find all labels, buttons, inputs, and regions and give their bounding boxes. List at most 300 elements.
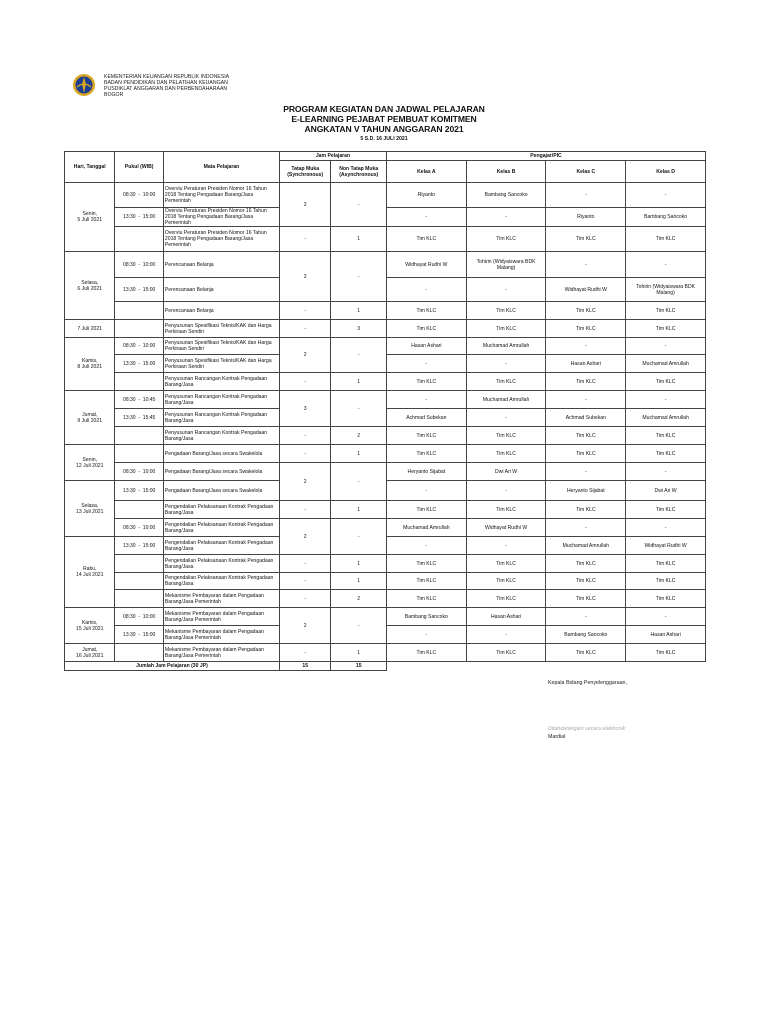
instructor-class-b: Bambang Sancoko: [466, 183, 546, 208]
time-separator: -: [135, 261, 143, 268]
instructor-class-a: -: [386, 481, 466, 501]
synchronous-hours: 3: [279, 391, 330, 427]
header-class-b: Kelas B: [466, 161, 546, 183]
instructor-class-c: -: [546, 519, 626, 537]
instructor-class-c: Bambang Sancoko: [546, 626, 626, 644]
time-start: 08:30: [123, 192, 136, 198]
time-separator: -: [135, 613, 143, 620]
time-separator: -: [135, 286, 143, 293]
asynchronous-hours: -: [331, 183, 387, 227]
time-cell: [115, 427, 163, 445]
time-start: 08:30: [123, 468, 136, 475]
total-asynchronous: 15: [331, 662, 387, 671]
instructor-class-c: Tim KLC: [546, 573, 626, 590]
synchronous-hours: 2: [279, 338, 330, 373]
instructor-class-d: Tim KLC: [626, 320, 706, 338]
instructor-class-b: Hasan Ashari: [466, 608, 546, 626]
signatory-name: Mardial: [548, 734, 566, 740]
instructor-class-b: Tim KLC: [466, 445, 546, 463]
asynchronous-hours: -: [331, 519, 387, 555]
subject-cell: Penyusunan Rancangan Kontrak Pengadaan Barang/Jasa: [163, 409, 279, 427]
day-date-cell: [65, 644, 115, 662]
table-row: [65, 338, 706, 355]
day-date: 15 Juli 2021: [75, 625, 104, 632]
total-label: Jumlah Jam Pelajaran (30 JP): [65, 662, 280, 671]
instructor-class-a: -: [386, 391, 466, 409]
day-date: 8 Juli 2021: [77, 364, 103, 370]
instructor-class-c: Achmad Subekan: [546, 409, 626, 427]
instructor-class-b: Tim KLC: [466, 373, 546, 391]
day-name: Jumat,: [82, 646, 98, 653]
time-cell: [115, 445, 163, 463]
subject-cell: Penyusunan Rancangan Kontrak Pengadaan Barang/Jasa: [163, 427, 279, 445]
time-separator: -: [135, 631, 143, 638]
instructor-class-a: -: [386, 278, 466, 302]
subject-cell: Perencanaan Belanja: [163, 278, 279, 302]
day-name: Jumat,: [82, 411, 98, 418]
asynchronous-hours: 2: [331, 427, 387, 445]
day-name: Senin,: [82, 456, 97, 463]
schedule-table: [64, 151, 706, 671]
day-name: Selasa,: [81, 502, 99, 509]
instructor-class-a: Tim KLC: [386, 373, 466, 391]
kemenkeu-logo-icon: [72, 73, 96, 97]
time-end: 15:45: [142, 414, 156, 421]
signature-title: Kepala Bidang Penyelenggaraan,: [548, 680, 627, 686]
header-class-a: Kelas A: [386, 161, 466, 183]
subject-cell: Perencanaan Belanja: [163, 252, 279, 278]
instructor-class-d: Tim KLC: [626, 227, 706, 252]
asynchronous-hours: -: [331, 463, 387, 501]
instructor-class-d: -: [626, 391, 706, 409]
synchronous-hours: -: [279, 320, 330, 338]
time-separator: -: [135, 360, 143, 367]
instructor-class-c: -: [546, 252, 626, 278]
instructor-class-b: Tim KLC: [466, 501, 546, 519]
table-row: [65, 501, 706, 519]
time-start: 13:30: [123, 360, 136, 367]
instructor-class-a: Tim KLC: [386, 302, 466, 320]
instructor-class-c: Tim KLC: [546, 320, 626, 338]
table-row: [65, 302, 706, 320]
day-name: Kamis,: [81, 358, 98, 364]
time-separator: -: [135, 214, 143, 220]
time-separator: -: [135, 487, 143, 494]
header-instructor: Pengajar/PIC: [386, 152, 705, 161]
instructor-class-a: Riyanto: [386, 183, 466, 208]
table-row: [65, 608, 706, 626]
subject-cell: Pengendalian Pelaksanaan Kontrak Pengadaan Barang/Jasa: [163, 555, 279, 573]
instructor-class-a: Tim KLC: [386, 427, 466, 445]
header-class-c: Kelas C: [546, 161, 626, 183]
synchronous-hours: 2: [279, 608, 330, 644]
time-cell: [115, 590, 163, 608]
subject-cell: Overviu Peraturan Presiden Nomor 16 Tahun 2018 Tentang Pengadaan Barang/Jasa Pemerintah: [163, 183, 279, 208]
time-cell: [115, 391, 163, 409]
time-cell: [115, 302, 163, 320]
day-name: Rabu,: [82, 566, 97, 572]
instructor-class-b: Tim KLC: [466, 644, 546, 662]
instructor-class-c: Widhayat Rudhi W: [546, 278, 626, 302]
subject-cell: Overviu Peraturan Presiden Nomor 16 Tahun 2018 Tentang Pengadaan Barang/Jasa Pemerintah: [163, 227, 279, 252]
day-date-cell: [65, 252, 115, 320]
subject-cell: Penyusunan Spesifikasi Teknis/KAK dan Harga Perkiraan Sendiri: [163, 320, 279, 338]
instructor-class-a: Tim KLC: [386, 644, 466, 662]
instructor-class-d: -: [626, 463, 706, 481]
day-name: Kamis,: [81, 619, 98, 626]
table-row: [65, 644, 706, 662]
instructor-class-b: Tohirin (Widyaiswara BDK Malang): [466, 252, 546, 278]
time-end: 10:00: [142, 261, 156, 268]
header-lesson-hours: Jam Pelajaran: [279, 152, 386, 161]
time-cell: [115, 626, 163, 644]
instructor-class-c: Tim KLC: [546, 373, 626, 391]
instructor-class-b: Tim KLC: [466, 555, 546, 573]
day-date-cell: [65, 338, 115, 391]
total-synchronous: 15: [279, 662, 330, 671]
day-date: 7 Juli 2021: [77, 325, 103, 332]
time-start: 13:30: [123, 414, 136, 421]
synchronous-hours: 2: [279, 519, 330, 555]
subject-cell: Pengendalian Pelaksanaan Kontrak Pengadaan Barang/Jasa: [163, 537, 279, 555]
time-end: 15:00: [142, 542, 156, 549]
title-line-2: E-LEARNING PEJABAT PEMBUAT KOMITMEN: [291, 114, 477, 124]
instructor-class-a: Tim KLC: [386, 445, 466, 463]
instructor-class-b: Muchamad Amrullah: [466, 391, 546, 409]
time-cell: [115, 409, 163, 427]
subject-cell: Mekanisme Pembayaran dalam Pengadaan Barang/Jasa Pemerintah: [163, 626, 279, 644]
subject-cell: Mekanisme Pembayaran dalam Pengadaan Barang/Jasa Pemerintah: [163, 608, 279, 626]
instructor-class-b: -: [466, 208, 546, 227]
table-row: [65, 391, 706, 409]
instructor-class-c: -: [546, 338, 626, 355]
instructor-class-a: Heryanto Sijabat: [386, 463, 466, 481]
instructor-class-d: Dwi Ari W: [626, 481, 706, 501]
instructor-class-c: -: [546, 463, 626, 481]
day-date: 6 Juli 2021: [77, 285, 103, 292]
subject-cell: Pengendalian Pelaksanaan Kontrak Pengadaan Barang/Jasa: [163, 501, 279, 519]
instructor-class-c: Tim KLC: [546, 555, 626, 573]
instructor-class-d: Hasan Ashari: [626, 626, 706, 644]
time-separator: -: [135, 396, 143, 403]
table-row: [65, 573, 706, 590]
instructor-class-d: Tim KLC: [626, 427, 706, 445]
instructor-class-d: -: [626, 608, 706, 626]
day-date: 14 Juli 2021: [75, 572, 104, 578]
time-separator: -: [135, 542, 143, 549]
asynchronous-hours: -: [331, 338, 387, 373]
table-row: [65, 445, 706, 463]
time-end: 10:00: [142, 343, 156, 349]
instructor-class-d: Muchamad Amrullah: [626, 409, 706, 427]
time-cell: [115, 501, 163, 519]
org-line: KEMENTERIAN KEUANGAN REPUBLIK INDONESIA: [104, 74, 230, 80]
synchronous-hours: -: [279, 644, 330, 662]
time-end: 10:00: [142, 524, 156, 531]
instructor-class-a: -: [386, 626, 466, 644]
asynchronous-hours: 1: [331, 573, 387, 590]
time-end: 15:00: [142, 631, 156, 638]
instructor-class-b: -: [466, 409, 546, 427]
time-start: 13:30: [123, 631, 136, 638]
time-cell: [115, 320, 163, 338]
instructor-class-b: -: [466, 626, 546, 644]
instructor-class-b: Tim KLC: [466, 590, 546, 608]
synchronous-hours: 2: [279, 463, 330, 501]
instructor-class-d: Tim KLC: [626, 644, 706, 662]
synchronous-hours: -: [279, 302, 330, 320]
synchronous-hours: -: [279, 573, 330, 590]
instructor-class-b: -: [466, 481, 546, 501]
time-cell: [115, 278, 163, 302]
subject-cell: Pengadaan Barang/Jasa secara Swakelola: [163, 463, 279, 481]
subject-cell: Penyusunan Rancangan Kontrak Pengadaan Barang/Jasa: [163, 391, 279, 409]
instructor-class-d: Tim KLC: [626, 555, 706, 573]
table-row: [65, 590, 706, 608]
subject-cell: Pengendalian Pelaksanaan Kontrak Pengadaan Barang/Jasa: [163, 519, 279, 537]
asynchronous-hours: 1: [331, 227, 387, 252]
subject-cell: Pengadaan Barang/Jasa secara Swakelola: [163, 481, 279, 501]
time-start: 08:30: [123, 613, 136, 620]
document-title: [0, 104, 768, 143]
day-date-cell: [65, 391, 115, 445]
instructor-class-b: Tim KLC: [466, 227, 546, 252]
header-class-d: Kelas D: [626, 161, 706, 183]
instructor-class-d: Widhayat Rudhi W: [626, 537, 706, 555]
time-end: 15:00: [142, 360, 156, 367]
instructor-class-c: Tim KLC: [546, 590, 626, 608]
instructor-class-c: -: [546, 391, 626, 409]
instructor-class-c: Tim KLC: [546, 644, 626, 662]
synchronous-hours: -: [279, 427, 330, 445]
time-separator: -: [135, 524, 143, 531]
time-cell: [115, 555, 163, 573]
instructor-class-d: Tim KLC: [626, 590, 706, 608]
asynchronous-hours: -: [331, 252, 387, 302]
time-cell: [115, 338, 163, 355]
asynchronous-hours: 1: [331, 373, 387, 391]
instructor-class-d: Tim KLC: [626, 445, 706, 463]
instructor-class-d: -: [626, 183, 706, 208]
time-start: 08:30: [123, 524, 136, 531]
instructor-class-d: -: [626, 252, 706, 278]
header-synchronous: Tatap Muka (Synchronous): [279, 161, 330, 183]
day-date-cell: [65, 481, 115, 537]
instructor-class-c: Muchamad Amrullah: [546, 537, 626, 555]
instructor-class-d: Tohirin (Widyaiswara BDK Malang): [626, 278, 706, 302]
instructor-class-b: -: [466, 537, 546, 555]
synchronous-hours: -: [279, 445, 330, 463]
day-date-cell: [65, 183, 115, 252]
instructor-class-a: -: [386, 355, 466, 373]
subject-cell: Pengadaan Barang/Jasa secara Swakelola: [163, 445, 279, 463]
instructor-class-a: Tim KLC: [386, 590, 466, 608]
subject-cell: Mekanisme Pembayaran dalam Pengadaan Barang/Jasa Pemerintah: [163, 590, 279, 608]
title-line-1: PROGRAM KEGIATAN DAN JADWAL PELAJARAN: [283, 104, 485, 114]
instructor-class-a: Achmad Subekan: [386, 409, 466, 427]
instructor-class-b: Dwi Ari W: [466, 463, 546, 481]
instructor-class-c: Heryanto Sijabat: [546, 481, 626, 501]
instructor-class-b: Widhayat Rudhi W: [466, 519, 546, 537]
day-date-cell: [65, 608, 115, 644]
day-date: 13 Juli 2021: [75, 508, 104, 515]
instructor-class-c: Tim KLC: [546, 427, 626, 445]
header-date: Hari, Tanggal: [65, 152, 115, 183]
subject-cell: Penyusunan Spesifikasi Teknis/KAK dan Harga Perkiraan Sendiri: [163, 338, 279, 355]
subject-cell: Overviu Peraturan Presiden Nomor 16 Tahun 2018 Tentang Pengadaan Barang/Jasa Pemerintah: [163, 208, 279, 227]
instructor-class-b: Tim KLC: [466, 320, 546, 338]
time-separator: -: [135, 343, 143, 349]
time-end: 10:00: [142, 613, 156, 620]
organization-name: [104, 74, 229, 98]
day-date-cell: [65, 445, 115, 481]
instructor-class-a: Widhayat Rudhi W: [386, 252, 466, 278]
org-line: BOGOR: [104, 92, 124, 98]
instructor-class-d: -: [626, 519, 706, 537]
time-cell: [115, 644, 163, 662]
time-cell: [115, 252, 163, 278]
subject-cell: Perencanaan Belanja: [163, 302, 279, 320]
instructor-class-a: Hasan Ashari: [386, 338, 466, 355]
day-date: 9 Juli 2021: [77, 417, 103, 424]
instructor-class-a: Tim KLC: [386, 501, 466, 519]
instructor-class-b: -: [466, 355, 546, 373]
electronic-signature-note: Ditandatangani secara elektronik: [548, 726, 626, 732]
instructor-class-c: Hasan Ashari: [546, 355, 626, 373]
instructor-class-a: Tim KLC: [386, 555, 466, 573]
title-line-3: ANGKATAN V TAHUN ANGGARAN 2021: [304, 124, 464, 134]
header-subject: Mata Pelajaran: [163, 152, 279, 183]
day-name: Selasa,: [81, 279, 99, 286]
table-row: [65, 252, 706, 278]
time-start: 13:30: [123, 214, 136, 220]
asynchronous-hours: -: [331, 391, 387, 427]
instructor-class-b: Muchamad Amrullah: [466, 338, 546, 355]
instructor-class-d: Tim KLC: [626, 501, 706, 519]
header-asynchronous: Non Tatap Muka (Asynchronous): [331, 161, 387, 183]
time-cell: [115, 355, 163, 373]
org-line: PUSDIKLAT ANGGARAN DAN PERBENDAHARAAN: [104, 86, 228, 92]
day-date-cell: [65, 537, 115, 608]
time-cell: [115, 373, 163, 391]
asynchronous-hours: 2: [331, 590, 387, 608]
asynchronous-hours: -: [331, 608, 387, 644]
instructor-class-a: -: [386, 537, 466, 555]
asynchronous-hours: 1: [331, 302, 387, 320]
asynchronous-hours: 3: [331, 320, 387, 338]
instructor-class-d: Tim KLC: [626, 573, 706, 590]
instructor-class-b: -: [466, 278, 546, 302]
instructor-class-b: Tim KLC: [466, 427, 546, 445]
time-end: 15:00: [142, 214, 156, 220]
time-cell: [115, 208, 163, 227]
time-start: 13:30: [123, 286, 136, 293]
time-end: 10:45: [142, 396, 156, 403]
synchronous-hours: 2: [279, 183, 330, 227]
time-separator: -: [135, 468, 143, 475]
instructor-class-b: Tim KLC: [466, 302, 546, 320]
time-end: 10:00: [142, 468, 156, 475]
instructor-class-c: Tim KLC: [546, 302, 626, 320]
instructor-class-c: Tim KLC: [546, 227, 626, 252]
synchronous-hours: -: [279, 590, 330, 608]
schedule-body: [65, 183, 706, 662]
instructor-class-c: Riyanto: [546, 208, 626, 227]
asynchronous-hours: 1: [331, 501, 387, 519]
time-start: 13:30: [123, 542, 136, 549]
instructor-class-d: Tim KLC: [626, 373, 706, 391]
time-cell: [115, 519, 163, 537]
table-row: [65, 373, 706, 391]
date-range: 5 S.D. 16 JULI 2021: [360, 136, 408, 142]
time-cell: [115, 481, 163, 501]
instructor-class-c: -: [546, 608, 626, 626]
org-line: BADAN PENDIDIKAN DAN PELATIHAN KEUANGAN: [104, 80, 228, 86]
table-row: [65, 320, 706, 338]
time-cell: [115, 537, 163, 555]
table-row: [65, 555, 706, 573]
instructor-class-a: Tim KLC: [386, 227, 466, 252]
asynchronous-hours: 1: [331, 445, 387, 463]
instructor-class-c: Tim KLC: [546, 501, 626, 519]
asynchronous-hours: 1: [331, 644, 387, 662]
table-row: [65, 183, 706, 208]
day-name: Senin,: [82, 211, 97, 217]
time-separator: -: [135, 414, 143, 421]
time-cell: [115, 463, 163, 481]
synchronous-hours: -: [279, 555, 330, 573]
total-row: [65, 662, 706, 671]
instructor-class-a: Muchamad Amrullah: [386, 519, 466, 537]
time-end: 15:00: [142, 286, 156, 293]
synchronous-hours: 2: [279, 252, 330, 302]
time-cell: [115, 608, 163, 626]
subject-cell: Penyusunan Spesifikasi Teknis/KAK dan Harga Perkiraan Sendiri: [163, 355, 279, 373]
instructor-class-d: Bambang Sancoko: [626, 208, 706, 227]
time-start: 13:30: [123, 487, 136, 494]
time-separator: -: [135, 192, 143, 198]
instructor-class-a: Tim KLC: [386, 320, 466, 338]
day-date: 16 Juli 2021: [75, 652, 104, 659]
instructor-class-d: Tim KLC: [626, 302, 706, 320]
asynchronous-hours: 1: [331, 555, 387, 573]
day-date-cell: [65, 320, 115, 338]
instructor-class-d: -: [626, 338, 706, 355]
time-end: 10:00: [142, 192, 156, 198]
table-row: [65, 227, 706, 252]
time-start: 08:30: [123, 396, 136, 403]
instructor-class-a: Tim KLC: [386, 573, 466, 590]
subject-cell: Mekanisme Pembayaran dalam Pengadaan Barang/Jasa Pemerintah: [163, 644, 279, 662]
table-row: [65, 519, 706, 537]
time-start: 08:30: [123, 343, 136, 349]
day-date: 5 Juli 2021: [77, 217, 103, 223]
time-cell: [115, 227, 163, 252]
synchronous-hours: -: [279, 373, 330, 391]
table-row: [65, 427, 706, 445]
instructor-class-d: Muchamad Amrullah: [626, 355, 706, 373]
instructor-class-a: Bambang Sancoko: [386, 608, 466, 626]
instructor-class-c: Tim KLC: [546, 445, 626, 463]
subject-cell: Pengendalian Pelaksanaan Kontrak Pengadaan Barang/Jasa: [163, 573, 279, 590]
header-time: Pukul (WIB): [115, 152, 163, 183]
time-cell: [115, 183, 163, 208]
day-date: 12 Juli 2021: [75, 462, 104, 469]
instructor-class-a: -: [386, 208, 466, 227]
synchronous-hours: -: [279, 501, 330, 519]
subject-cell: Penyusunan Rancangan Kontrak Pengadaan Barang/Jasa: [163, 373, 279, 391]
table-row: [65, 463, 706, 481]
